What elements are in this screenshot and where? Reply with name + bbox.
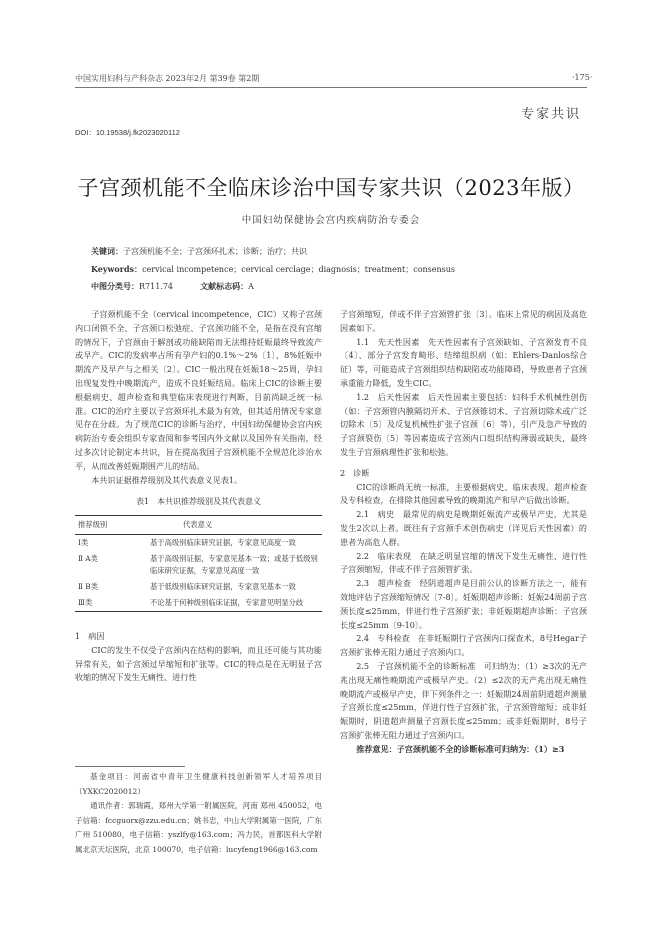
funding-note: 基金项目：河南省中青年卫生健康科技创新领军人才培养项目（YXKC2020012） bbox=[75, 772, 322, 796]
column-heading: 专家共识 bbox=[521, 107, 582, 122]
table-cell-level: Ⅱ B类 bbox=[78, 581, 98, 591]
right-column bbox=[340, 308, 587, 757]
section-2-1: 2.1 病史 最常见的病史是晚期妊娠流产或极早产史，尤其是发生2次以上者。既往有子宫颈手术创伤病史（详见后天性因素）的患者为高危人群。 bbox=[340, 509, 587, 547]
table-cell-level: Ⅲ类 bbox=[75, 595, 147, 612]
section-1-heading: 1 病因 bbox=[75, 630, 105, 641]
keywords-en bbox=[91, 264, 455, 275]
footnote bbox=[75, 770, 322, 857]
page-number: ·175· bbox=[572, 73, 593, 82]
keywords-cn-text: 子宫颈机能不全；子宫颈环扎术；诊断；治疗；共识 bbox=[123, 247, 307, 256]
table-row bbox=[75, 579, 322, 595]
recommendation-note: 推荐意见：子宫颈机能不全的诊断标准可归纳为：（1）≥3 bbox=[356, 743, 565, 754]
keywords-en-text: cervical incompetence；cervical cerclage；diagnosis；treatment；consensus bbox=[142, 265, 456, 274]
table-cell-level: Ⅱ A类 bbox=[78, 553, 98, 563]
correspondence-note: 通讯作者：郭瑞霞，郑州大学第一附属医院，河南 郑州 450052，电子信箱：fccguorx@zzu.edu.cn；姚书忠，中山大学附属第一医院，广东 广州 510080，电子信箱：yszlfy@163.com；冯力民，首都医科大学附属北京天坛医院，北京 100070，电子信箱：lucyfeng1966@163.com bbox=[75, 801, 322, 854]
table-cell-meaning: 基于低级别临床研究证据，专家意见基本一致 bbox=[150, 581, 296, 591]
table-row bbox=[75, 595, 322, 612]
table-cell-meaning: 不论基于何种级别临床证据，专家意见明显分歧 bbox=[147, 595, 322, 612]
keywords-cn bbox=[91, 246, 307, 257]
section-2-5: 2.5 子宫颈机能不全的诊断标准 可归纳为：（1）≥3次的无产兆出现无痛性晚期流产或极早产史。（2）≤2次的无产兆出现无痛性晚期流产或极早产史，伴下列条件之一：妊娠期24周前阴道超声测量子宫颈长度≤25mm，伴进行性子宫颈扩张，子宫颈管缩短；或非妊娠期时，阴道超声测量子宫颈长度≤25mm；或非妊娠期时，8号子宫颈扩张棒无阻力通过子宫颈内口。 bbox=[340, 660, 587, 740]
keywords-cn-label: 关键词： bbox=[91, 246, 123, 256]
section-2-2: 2.2 临床表现 在缺乏明显宫缩的情况下发生无痛性、进行性子宫颈缩短，伴或不伴子宫颈管扩张。 bbox=[340, 550, 587, 575]
table-row bbox=[75, 551, 322, 579]
left-column bbox=[75, 308, 322, 685]
doi: DOI：10.19538/j.fk2023020112 bbox=[75, 128, 180, 137]
section-2-4: 2.4 专科检查 在非妊娠期行子宫颈内口探查术，8号Hegar子宫颈扩张棒无阻力通过子宫颈内口。 bbox=[340, 633, 587, 658]
footnote-rule bbox=[75, 766, 185, 767]
header-rule bbox=[75, 87, 587, 88]
clc-label: 中图分类号： bbox=[91, 281, 139, 291]
table-row bbox=[75, 534, 322, 551]
table-cell-meaning: 基于高级别临床研究证据，专家意见高度一致 bbox=[150, 537, 296, 547]
intro-paragraph: 子宫颈机能不全（cervical incompetence，CIC）又称子宫颈内口闭锁不全、子宫颈口松弛症、子宫颈功能不全，是指在没有宫缩的情况下，子宫颈由于解剖或功能缺陷而无法维持妊娠最终导致流产或早产。CIC的发病率占所有孕产妇的0.1%～2%〔1〕，8%妊娠中期流产及早产与之相关〔2〕。CIC一般出现在妊娠18～25周，孕妇出现复发性中晚期流产，造成不良妊娠结局。临床上CIC的诊断主要根据病史、超声检查和典型临床表现进行判断，目前尚缺乏统一标准。CIC的治疗主要以子宫颈环扎术最为有效，但其适用情况专家意见存在分歧。为了规范CIC的诊断与治疗，中国妇幼保健协会宫内疾病防治专委会组织专家查阅和参考国内外文献以及国外有关指南，经过多次讨论制定本共识，旨在提高我国子宫颈机能不全规范化诊治水平，从而改善妊娠期围产儿的结局。 bbox=[75, 309, 322, 471]
table-header-row bbox=[75, 516, 322, 535]
section-2-intro: CIC的诊断尚无统一标准，主要根据病史、临床表现、超声检查及专科检查，在排除其他因素导致的晚期流产和早产后做出诊断。 bbox=[340, 481, 587, 506]
section-2-heading: 2 诊断 bbox=[340, 467, 370, 478]
section-2-3: 2.3 超声检查 经阴道超声是目前公认的诊断方法之一，能有效地评估子宫颈缩短情况〔7-8〕。妊娠期超声诊断：妊娠24周前子宫颈长度≤25mm，伴进行性子宫颈扩张；非妊娠期超声诊断：子宫颈长度≤25mm〔9-10〕。 bbox=[340, 578, 587, 630]
clc-value: R711.74 bbox=[139, 282, 174, 291]
section-1-2: 1.2 后天性因素 后天性因素主要包括：妇科手术机械性创伤（如：子宫颈管内膜隔切开术、子宫颈锥切术、子宫颈切除术或广泛切除术〔5〕及反复机械性扩张子宫颈〔6〕等），引产及急产导致的子宫颈裂伤〔5〕等因素造成子宫颈内口组织结构薄弱或缺失，最终发生子宫颈病理性扩张和松弛。 bbox=[340, 391, 587, 457]
doc-code-value: A bbox=[248, 282, 254, 291]
table-header-meaning: 代表意义 bbox=[147, 516, 322, 535]
keywords-en-label: Keywords： bbox=[91, 264, 143, 274]
section-1-text: CIC的发生不仅受子宫颈内在结构的影响，而且还可能与其功能异常有关，如子宫颈过早缩短和扩张等。CIC的特点是在无明显子宫收缩的情况下发生无痛性、进行性 bbox=[75, 644, 322, 683]
section-1-continuation: 子宫颈缩短，伴或不伴子宫颈管扩张〔3〕。临床上常见的病因及高危因素如下。 bbox=[340, 309, 587, 333]
section-1-1: 1.1 先天性因素 先天性因素有子宫颈缺如、子宫颈发育不良〔4〕、部分子宫发育畸形、结缔组织病（如：Ehlers-Danlos综合征）等，可能造成子宫颈组织结构缺陷或功能障碍，导致患者子宫颈承重能力降低，发生CIC。 bbox=[340, 336, 587, 388]
intro-table-ref: 本共识证据推荐级别及其代表意义见表1。 bbox=[91, 474, 243, 485]
article-title: 子宫颈机能不全临床诊治中国专家共识（2023年版） bbox=[77, 176, 585, 200]
table-caption: 表1 本共识推荐级别及其代表意义 bbox=[135, 497, 262, 507]
table-cell-level: Ⅰ类 bbox=[78, 537, 89, 547]
recommendation-table bbox=[75, 515, 322, 612]
journal-header: 中国实用妇科与产科杂志 2023年2月 第39卷 第2期 bbox=[75, 74, 260, 83]
article-author: 中国妇幼保健协会宫内疾病防治专委会 bbox=[241, 215, 421, 226]
table-header-level: 推荐级别 bbox=[75, 516, 147, 535]
doc-code-label: 文献标志码： bbox=[200, 281, 249, 291]
classification bbox=[91, 281, 254, 292]
table-cell-meaning: 基于高级别证据，专家意见基本一致；或基于低级别临床研究证据，专家意见高度一致 bbox=[150, 553, 318, 575]
